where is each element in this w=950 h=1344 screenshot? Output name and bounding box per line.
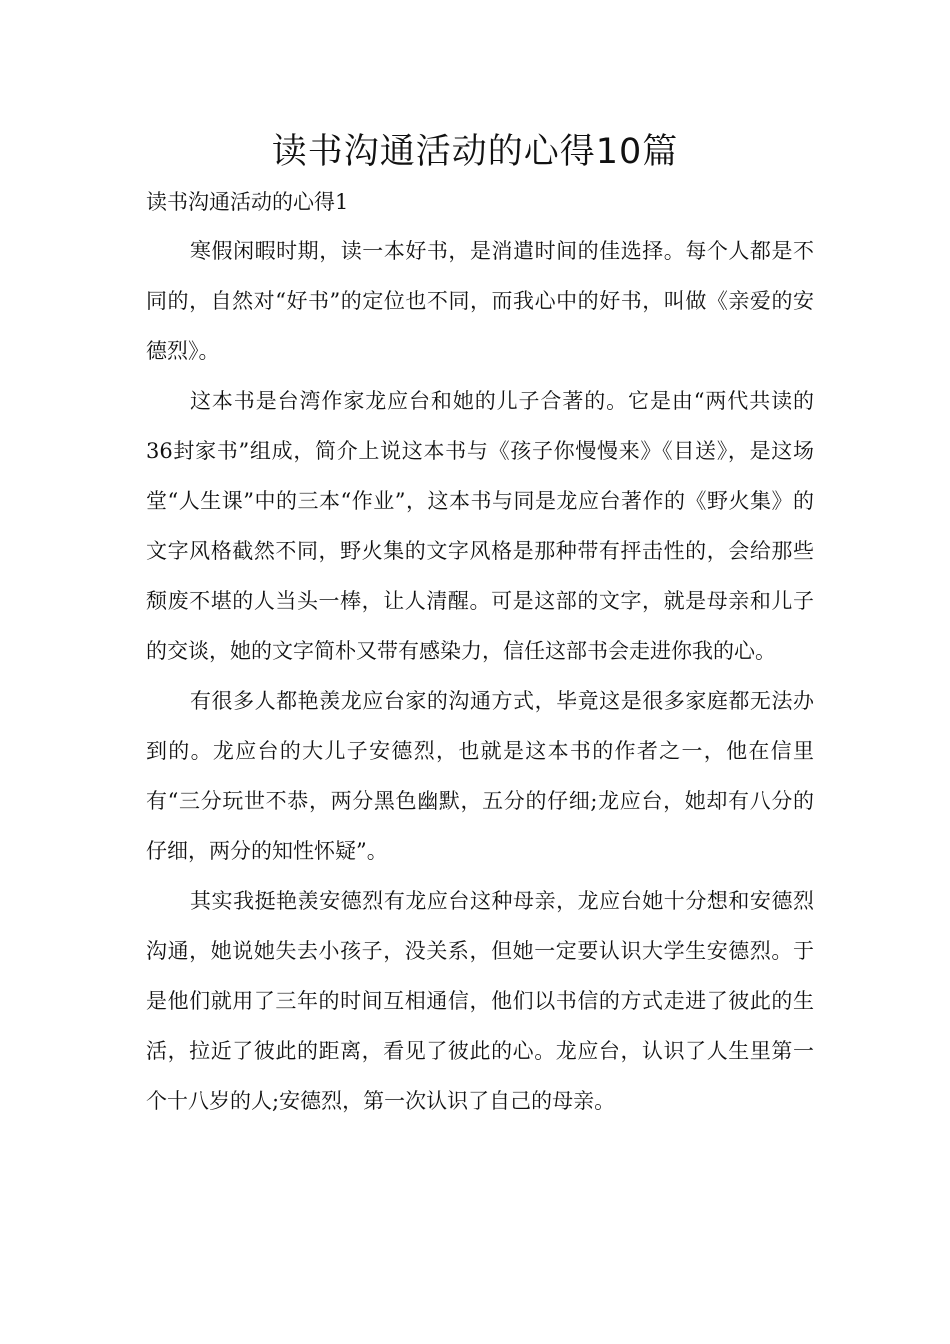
- paragraph: 寒假闲暇时期，读一本好书，是消遣时间的佳选择。每个人都是不同的，自然对“好书”的定位也不同，而我心中的好书，叫做《亲爱的安德烈》。: [146, 239, 814, 363]
- paragraph: 这本书是台湾作家龙应台和她的儿子合著的。它是由“两代共读的36封家书”组成，简介上说这本书与《孩子你慢慢来》《目送》，是这场堂“人生课”中的三本“作业”，这本书与同是龙应台著作的《野火集》的文字风格截然不同，野火集的文字风格是那种带有抨击性的，会给那些颓废不堪的人当头一棒，让人清醒。可是这部的文字，就是母亲和儿子的交谈，她的文字简朴又带有感染力，信任这部书会走进你我的心。: [146, 389, 814, 663]
- section-heading: 读书沟通活动的心得1: [146, 190, 349, 214]
- paragraph: 其实我挺艳羡安德烈有龙应台这种母亲，龙应台她十分想和安德烈沟通，她说她失去小孩子，没关系，但她一定要认识大学生安德烈。于是他们就用了三年的时间互相通信，他们以书信的方式走进了彼此的生活，拉近了彼此的距离，看见了彼此的心。龙应台，认识了人生里第一个十八岁的人;安德烈，第一次认识了自己的母亲。: [146, 889, 814, 1113]
- paragraph: 有很多人都艳羡龙应台家的沟通方式，毕竟这是很多家庭都无法办到的。龙应台的大儿子安德烈，也就是这本书的作者之一，他在信里有“三分玩世不恭，两分黑色幽默，五分的仔细;龙应台，她却有八分的仔细，两分的知性怀疑”。: [146, 689, 814, 863]
- document-title: 读书沟通活动的心得10篇: [271, 132, 679, 172]
- body-text: [146, 226, 814, 1126]
